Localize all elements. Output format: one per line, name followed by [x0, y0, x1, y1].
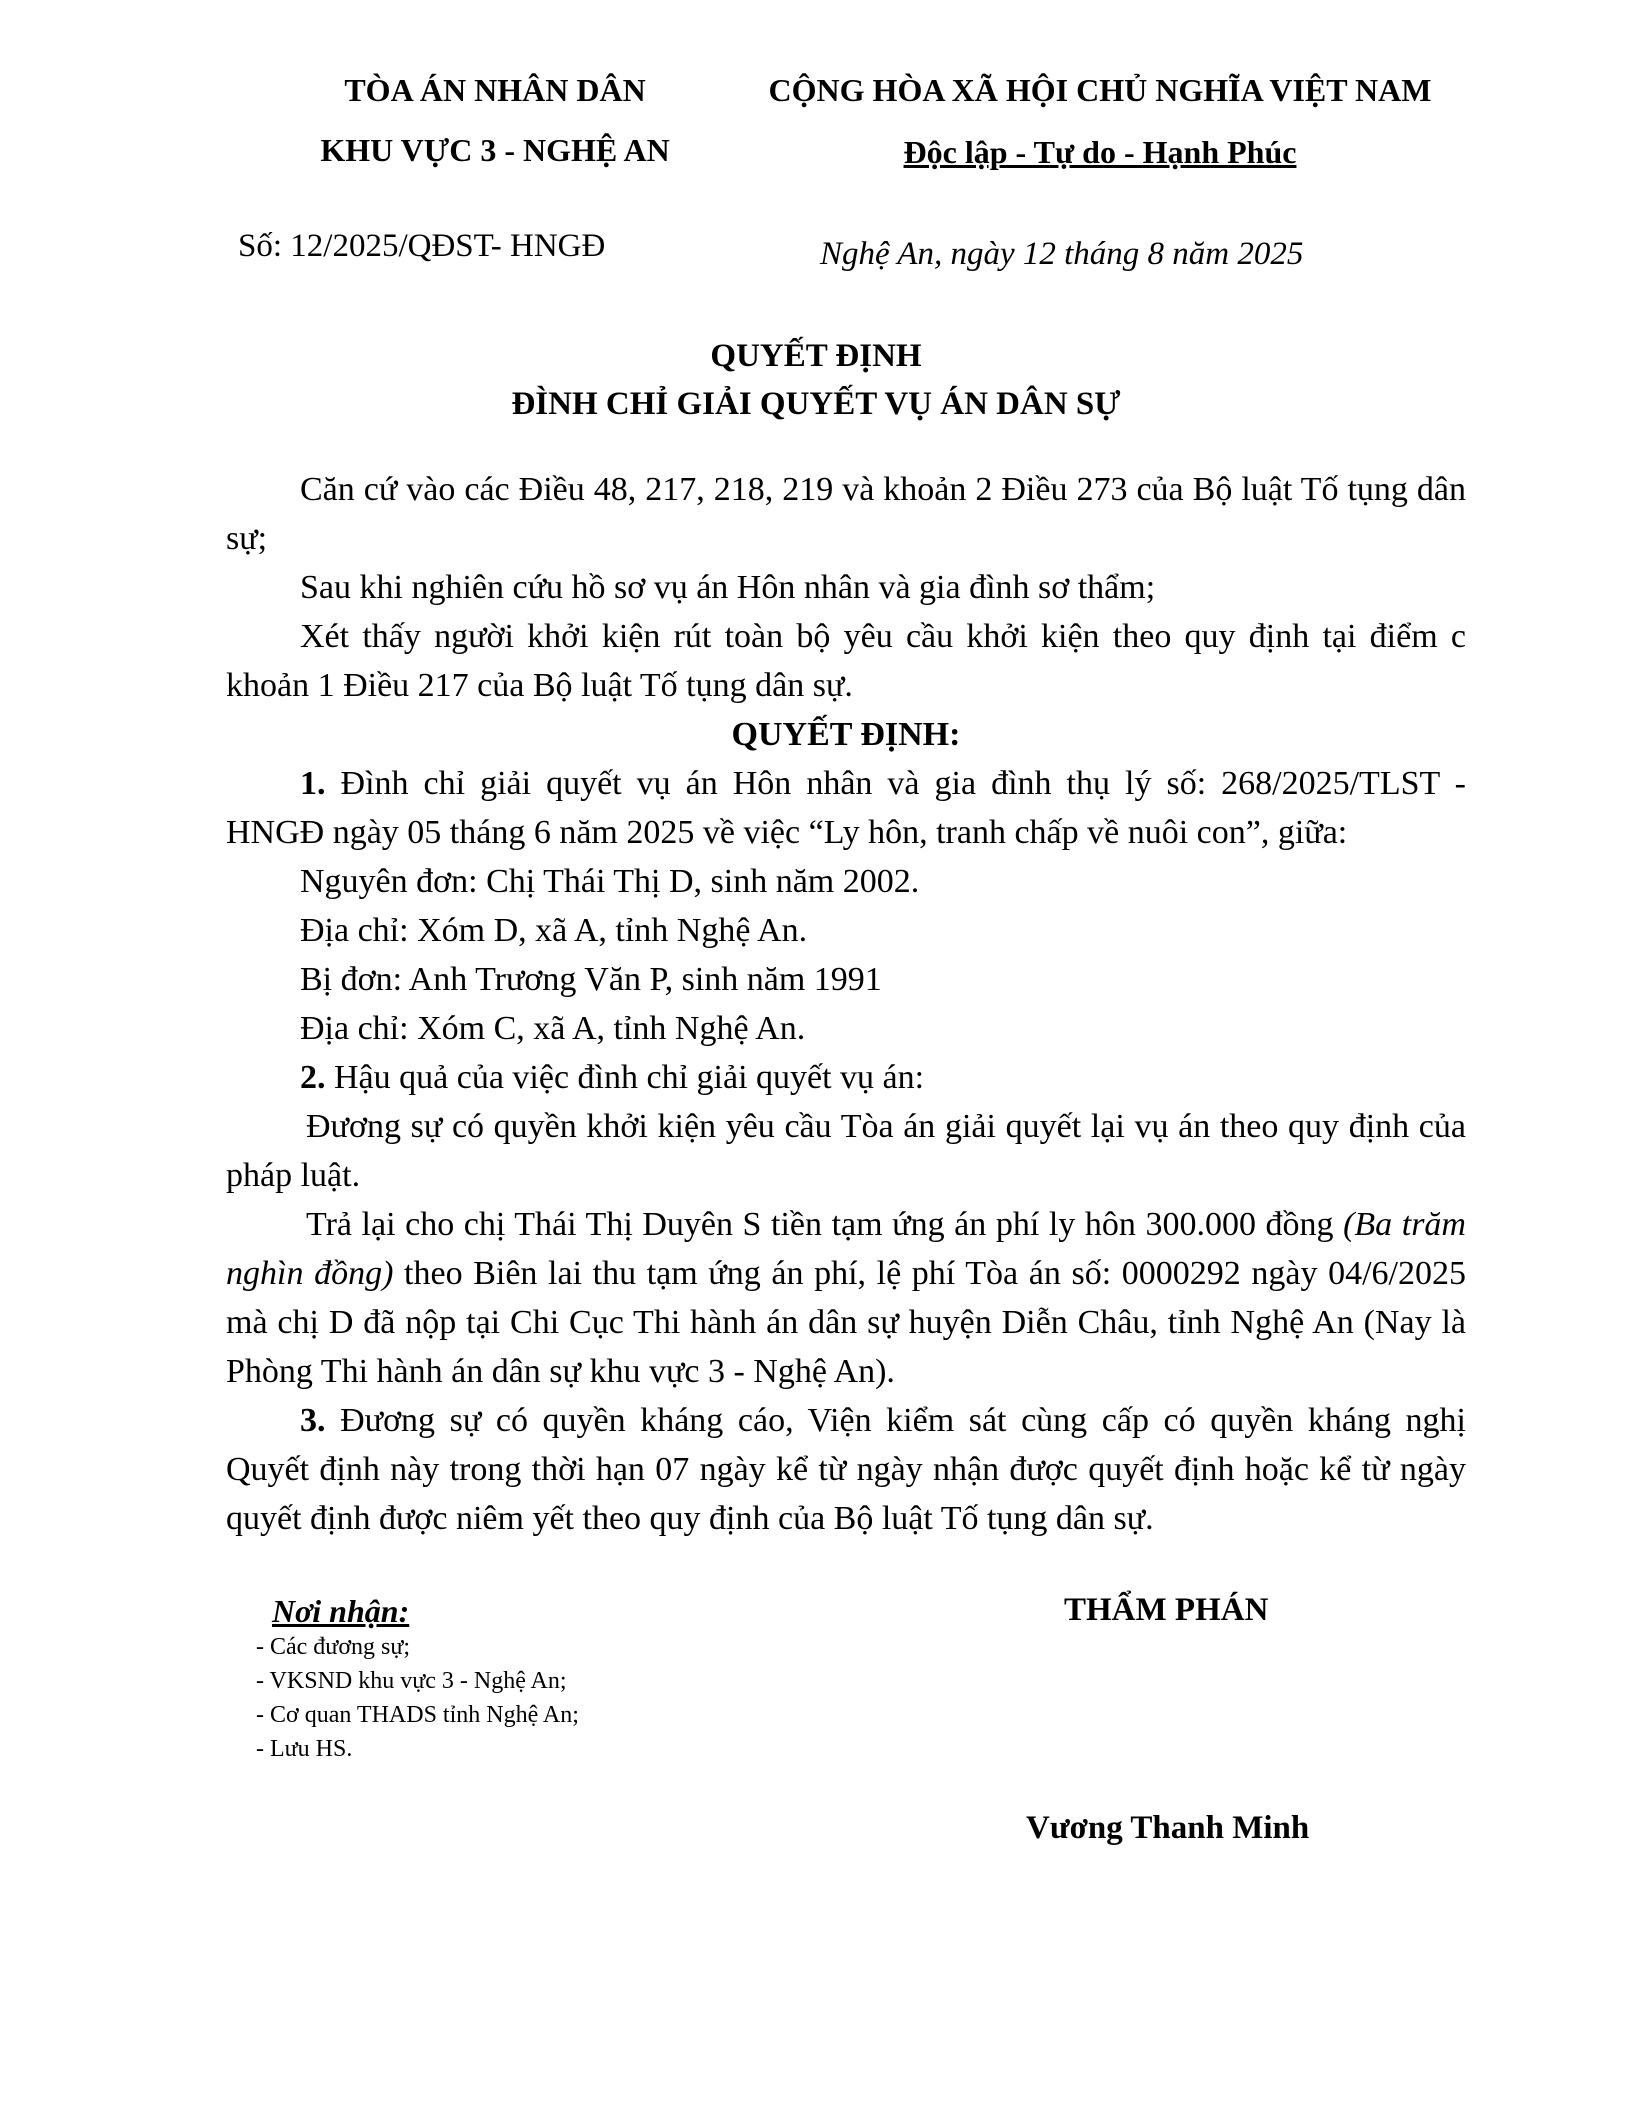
recipients-block — [256, 1594, 579, 1766]
decision-heading: QUYẾT ĐỊNH: — [731, 716, 961, 753]
preamble-review: Sau khi nghiên cứu hồ sơ vụ án Hôn nhân và gia đình sơ thẩm; — [300, 569, 1156, 606]
court-name: TÒA ÁN NHÂN DÂN — [344, 72, 646, 108]
document-title: QUYẾT ĐỊNH — [710, 338, 922, 374]
decision-item-2 — [226, 1053, 1466, 1102]
preamble-finding: Xét thấy người khởi kiện rút toàn bộ yêu cầu khởi kiện theo quy định tại điểm c khoản 1 Điều 217 của Bộ luật Tố tụng dân sự. — [226, 618, 1466, 704]
court-region: KHU VỰC 3 - NGHỆ AN — [320, 132, 670, 168]
defendant: Bị đơn: Anh Trương Văn P, sinh năm 1991 — [300, 961, 882, 998]
item-2-fee-refund — [226, 1200, 1466, 1396]
item-number: 3. — [300, 1402, 326, 1439]
national-title: CỘNG HÒA XÃ HỘI CHỦ NGHĨA VIỆT NAM — [768, 72, 1432, 108]
document-subtitle: ĐÌNH CHỈ GIẢI QUYẾT VỤ ÁN DÂN SỰ — [511, 386, 1121, 422]
fee-refund-text-cont: theo Biên lai thu tạm ứng án phí, lệ phí Tòa án số: 0000292 ngày 04/6/2025 mà chị D đã nộp tại Chi Cục Thi hành án dân sự huyện Diễn Châu, tỉnh Nghệ An (Nay là Phòng Thi hành án dân sự khu vực 3 - Nghệ An). — [226, 1255, 1466, 1390]
document-body — [226, 465, 1466, 1543]
decision-item-3 — [226, 1396, 1466, 1543]
item-text: Đương sự có quyền kháng cáo, Viện kiểm sát cùng cấp có quyền kháng nghị Quyết định này trong thời hạn 07 ngày kể từ ngày nhận được quyết định hoặc kể từ ngày quyết định được niêm yết theo quy định của Bộ luật Tố tụng dân sự. — [226, 1402, 1466, 1537]
recipient-item: - VKSND khu vực 3 - Nghệ An; — [256, 1668, 567, 1694]
decision-item-1 — [226, 759, 1466, 857]
item-number: 2. — [300, 1059, 326, 1096]
signer-name: Vương Thanh Minh — [1026, 1810, 1310, 1846]
defendant-address: Địa chỉ: Xóm C, xã A, tỉnh Nghệ An. — [300, 1010, 806, 1047]
plaintiff-address: Địa chỉ: Xóm D, xã A, tỉnh Nghệ An. — [300, 912, 808, 949]
document-number: Số: 12/2025/QĐST- HNGĐ — [238, 228, 606, 264]
plaintiff: Nguyên đơn: Chị Thái Thị D, sinh năm 2002. — [300, 863, 920, 900]
recipient-item: - Cơ quan THADS tỉnh Nghệ An; — [256, 1702, 579, 1728]
place-date: Nghệ An, ngày 12 tháng 8 năm 2025 — [820, 236, 1304, 272]
preamble-legal-basis: Căn cứ vào các Điều 48, 217, 218, 219 và khoản 2 Điều 273 của Bộ luật Tố tụng dân sự; — [226, 471, 1466, 557]
fee-refund-text: Trả lại cho chị Thái Thị Duyên S tiền tạm ứng án phí ly hôn 300.000 đồng — [306, 1206, 1344, 1243]
recipients-title: Nơi nhận: — [272, 1593, 410, 1629]
signer-role: THẨM PHÁN — [1064, 1592, 1269, 1628]
item-text: Đình chỉ giải quyết vụ án Hôn nhân và gia đình thụ lý số: 268/2025/TLST - HNGĐ ngày 05 tháng 6 năm 2025 về việc “Ly hôn, tranh chấp về nuôi con”, giữa: — [226, 765, 1466, 851]
item-number: 1. — [300, 765, 326, 802]
recipient-item: - Lưu HS. — [256, 1736, 353, 1762]
recipient-item: - Các đương sự; — [256, 1634, 411, 1660]
item-2-right-to-sue: Đương sự có quyền khởi kiện yêu cầu Tòa án giải quyết lại vụ án theo quy định của pháp luật. — [226, 1108, 1466, 1194]
fee-amount-words: (Ba trăm nghìn đồng) — [226, 1206, 1466, 1292]
national-motto: Độc lập - Tự do - Hạnh Phúc — [903, 134, 1297, 170]
item-text: Hậu quả của việc đình chỉ giải quyết vụ án: — [325, 1059, 925, 1096]
